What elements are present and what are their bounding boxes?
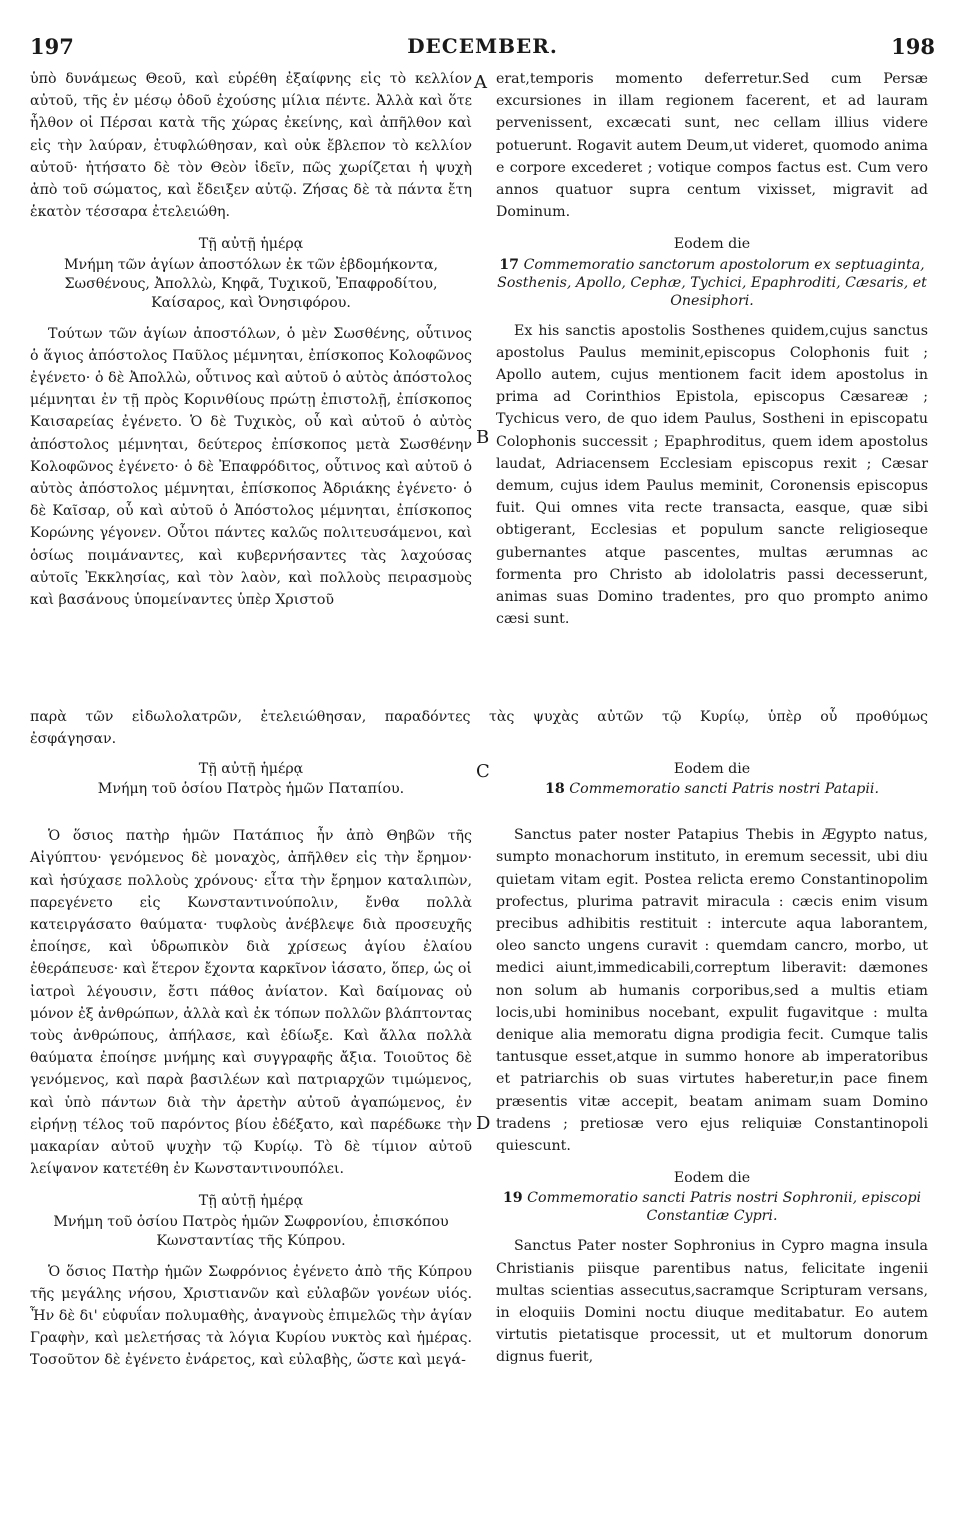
greek-day-heading-1: Τῇ αὐτῇ ἡμέρᾳ — [198, 236, 304, 253]
entry-number-18: 18 — [545, 781, 565, 798]
latin-column — [496, 68, 928, 630]
greek-span-line-2: ἐσφάγησαν. — [30, 731, 117, 748]
latin-paragraph-4: Sanctus Pater noster Sophronius in Cypro magna insula Christianis piisque parentibus natus, felicitate ingenii multas scientias assecutus,sacramque Scripturam versans, in eloquiis Domini noctu diuque meditabatur. Eo autem virtutis pietatisque processit, ut et multorum donorum dignus fuerit, — [496, 1238, 928, 1366]
latin-rubric-3-text: Commemoratio sancti Patris nostri Sophronii, episcopi Constantiæ Cypri. — [527, 1190, 922, 1225]
greek-rubric-1: Μνήμη τῶν ἁγίων ἀποστόλων ἐκ τῶν ἑβδομήκοντα, Σωσθένους, Ἀπολλὼ, Κηφᾶ, Τυχικοῦ, Ἐπαφροδίτου, Καίσαρος, καὶ Ὀνησιφόρου. — [63, 256, 439, 311]
greek-span-line-1: παρὰ τῶν εἰδωλολατρῶν, ἐτελειώθησαν, παραδόντες τὰς ψυχὰς αὐτῶν τῷ Κυρίῳ, ὑπὲρ οὗ προθύμως — [30, 709, 928, 725]
section-marker-c: C — [476, 761, 490, 782]
latin-rubric-1 — [496, 256, 928, 310]
greek-paragraph-3: Ὁ ὅσιος πατὴρ ἡμῶν Πατάπιος ἦν ἀπὸ Θηβῶν τῆς Αἰγύπτου· γενόμενος δὲ μοναχὸς, ἀπῆλθεν εἰς τὴν ἔρημον· καὶ ἡσύχασε πολλοὺς χρόνους· εἶτα τὴν ἔρημον καταλιπὼν, παρεγένετο εἰς Κωνσταντινούπολιν, ἔνθα πολλὰ κατειργάσατο θαύματα· τυφλοὺς ἀνέβλεψε διὰ προσευχῆς ἐποίησε, καὶ ὑδρωπικὸν διὰ χρίσεως ἁγίου ἐλαίου ἐθεράπευσε· καὶ ἕτερον ἔχοντα καρκῖνον ἰάσατο, ὅπερ, ὡς οἱ ἰατροὶ λέγουσιν, ἔστι πάθος ἀνίατον. Καὶ δαίμονας οὐ μόνον ἐξ ἀνθρώπων, ἀλλὰ καὶ ἐκ τόπων πολλῶν βλάπτοντας τοὺς ἀνθρώπους, ἀπήλασε, καὶ ἐδίωξε. Καὶ ἄλλα πολλὰ θαύματα ἐποίησε μνήμης καὶ συγγραφῆς ἄξια. Τοιοῦτος δὲ γενόμενος, καὶ παρὰ βασιλέων καὶ πατριαρχῶν τιμώμενος, καὶ ὑπὸ πάντων διὰ τὴν ἀρετὴν αὐτοῦ ἀγαπώμενος, ἐν εἰρήνῃ τέλος τοῦ παρόντος βίου ἐδέξατο, καὶ παρέδωκε τὴν μακαρίαν αὐτοῦ ψυχὴν τῷ Κυρίῳ. Τὸ δὲ τίμιον αὐτοῦ λείψανον κατετέθη ἐν Κωνσταντινουπόλει. — [30, 828, 472, 1178]
greek-column — [30, 68, 472, 611]
section-marker-d: D — [476, 1113, 491, 1134]
page-number-right: 198 — [891, 34, 935, 59]
page-number-left: 197 — [30, 34, 74, 59]
greek-rubric-2: Μνήμη τοῦ ὁσίου Πατρὸς ἡμῶν Παταπίου. — [97, 781, 405, 798]
latin-paragraph-1: erat,temporis momento deferretur.Sed cum Persæ excursiones in illam regionem facerent, et ad lauram pervenissent, excæcati sunt, nec cellam illius videre potuerunt. Rogavit autem Deum,ut videret, quomodo anima e corpore excederet ; votique compos factus est. Cum vero annos quatuor supra centum vixisset, migravit ad Dominum. — [496, 71, 928, 221]
latin-day-heading-3: Eodem die — [673, 1170, 751, 1187]
running-title: DECEMBER. — [407, 34, 558, 58]
latin-rubric-2-text: Commemoratio sancti Patris nostri Patapii. — [569, 781, 879, 798]
entry-number-19: 19 — [502, 1190, 523, 1207]
latin-paragraph-3: Sanctus pater noster Patapius Thebis in Ægypto natus, sumpto monachorum instituto, in eremum secessit, ubi diu quietam vitam egit. Postea relicta eremo Constantinopolim profectus, plurima patravit miracula : cæcis enim visum precibus adhibitis restituit : intercute aqua laborantem, oleo sancto ungens curavit : quemdam cancro, morbo, ut medici aiunt,immedicabili,correptum liberavit: dæmones non solum ab humanis corporibus,sed a multis etiam locis,ubi hominibus nocebant, expulit fugavitque : multa denique alia memoratu digna prodigia fecit. Cumque talis tantusque esset,atque in summo honore ab imperatoribus et patriarchis ob suas virtutes haberetur,in pace finem præsentis vitæ accepit, beatam animam suam Domino tradens ; pretiosæ vero ejus reliquiæ Constantinopoli quiescunt. — [496, 827, 928, 1155]
latin-paragraph-2: Ex his sanctis apostolis Sosthenes quidem,cujus sanctus apostolus Paulus meminit,episcopus Colophonis fuit ; Apollo autem, cujus mentionem facit idem apostolus in prima ad Corinthios Epistola, episcopus Cæsareæ ; Tychicus vero, de quo idem Paulus, Sostheni in episcopatu Colophonis successit ; Epaphroditus, quem idem apostolus laudat, Adriacensem Ecclesiam episcopus rexit ; Cæsar demum, cujus idem Paulus meminit, Coronensis episcopus fuit. Qui omnes vita recte transacta, easque, quæ sibi obtigerant, Ecclesias et populum sancte religioseque gubernantes atque pascentes, multas ærumnas ac formenta pro Christo ab idololatris passi decesserunt, animas suas Domino tradentes, pro quo prompto animo cæsi sunt. — [496, 322, 928, 628]
latin-column-lower — [496, 758, 928, 1369]
entry-number-17: 17 — [499, 256, 520, 273]
greek-column-lower — [30, 758, 472, 1372]
latin-rubric-1-text: Commemoratio sanctorum apostolorum ex septuaginta, Sosthenis, Apollo, Cephæ, Tychici, Epaphroditi, Cæsaris, et Onesiphori. — [497, 256, 927, 309]
greek-paragraph-1: ὑπὸ δυνάμεως Θεοῦ, καὶ εὑρέθη ἐξαίφνης εἰς τὸ κελλίον αὐτοῦ, τῆς ἐν μέσῳ ὁδοῦ ἐχούσης μίλια πέντε. Ἀλλὰ καὶ ὅτε ἦλθον οἱ Πέρσαι κατὰ τῆς χώρας ἐκείνης, καὶ ἀπῆλθον καὶ εἰς τὴν λαύραν, ἐτυφλώθησαν, καὶ οὐκ ἔβλεπον τὸ κελλίον αὐτοῦ· ἠτήσατο δὲ τὸν Θεὸν ἰδεῖν, πῶς χωρίζεται ἡ ψυχὴ ἀπὸ τοῦ σώματος, καὶ ἔδειξεν αὐτῷ. Ζήσας δὲ τὰ πάντα ἔτη ἑκατὸν τέσσαρα ἐτελειώθη. — [30, 71, 472, 221]
greek-rubric-3: Μνήμη τοῦ ὁσίου Πατρὸς ἡμῶν Σωφρονίου, ἐπισκόπου Κωνσταντίας τῆς Κύπρου. — [53, 1213, 449, 1249]
section-marker-a: A — [474, 72, 487, 93]
greek-day-heading-3: Τῇ αὐτῇ ἡμέρᾳ — [198, 1193, 304, 1210]
greek-paragraph-4: Ὁ ὅσιος Πατὴρ ἡμῶν Σωφρόνιος ἐγένετο ἀπὸ τῆς Κύπρου τῆς μεγάλης νήσου, Χριστιανῶν καὶ εὐλαβῶν γονέων υἱός. Ἦν δὲ δι' εὐφυΐαν πολυμαθὴς, ἀναγνοὺς ἐπιμελῶς τὴν ἁγίαν Γραφὴν, καὶ μελετήσας τὰ λόγια Κυρίου νυκτὸς καὶ ἡμέρας. Τοσοῦτον δὲ ἐγένετο ἐνάρετος, καὶ εὐλαβὴς, ὥστε καὶ μεγά- — [30, 1263, 472, 1369]
latin-rubric-3 — [496, 1189, 928, 1225]
latin-day-heading-1: Eodem die — [673, 236, 751, 253]
greek-paragraph-2: Τούτων τῶν ἁγίων ἀποστόλων, ὁ μὲν Σωσθένης, οὗτινος ὁ ἅγιος ἀπόστολος Παῦλος μέμνηται, ἐπίσκοπος Κολοφῶνος ἐγένετο· ὁ δὲ Ἀπολλὼ, οὗτινος καὶ αὐτοῦ ὁ αὐτὸς ἀπόστολος μέμνηται ἐν τῇ πρὸς Κορινθίους πρώτῃ ἐπιστολῇ, ἐπίσκοπος Καισαρείας ἐγένετο. Ὁ δὲ Τυχικὸς, οὗ καὶ αὐτοῦ ὁ αὐτὸς ἀπόστολος μέμνηται, δεύτερος ἐπίσκοπος μετὰ Σωσθένην Κολοφῶνος ἐγένετο· ὁ δὲ Ἐπαφρόδιτος, οὗτινος καὶ αὐτοῦ ὁ αὐτὸς ἀπόστολος μέμνηται, ἐπίσκοπος Ἀδριάκης ἐγένετο· ὁ δὲ Καῖσαρ, οὗ καὶ αὐτοῦ ὁ Ἀπόστολος μέμνηται, ἐπίσκοπος Κορώνης γέγονεν. Οὗτοι πάντες καλῶς πολιτευσάμενοι, καὶ ὁσίως ποιμάναντες, καὶ κυβερνήσαντες τὰς λαχούσας αὐτοῖς Ἐκκλησίας, καὶ τὸν λαὸν, καὶ πολλοὺς πειρασμοὺς καὶ βασάνους ὑπομείναντες ὑπὲρ Χριστοῦ — [30, 325, 472, 609]
latin-day-heading-2: Eodem die — [673, 761, 751, 777]
page-header — [30, 34, 935, 62]
latin-rubric-2 — [496, 780, 928, 798]
section-marker-b: B — [476, 427, 490, 448]
greek-spanning-lines — [30, 706, 928, 750]
greek-day-heading-2: Τῇ αὐτῇ ἡμέρᾳ — [198, 761, 304, 777]
